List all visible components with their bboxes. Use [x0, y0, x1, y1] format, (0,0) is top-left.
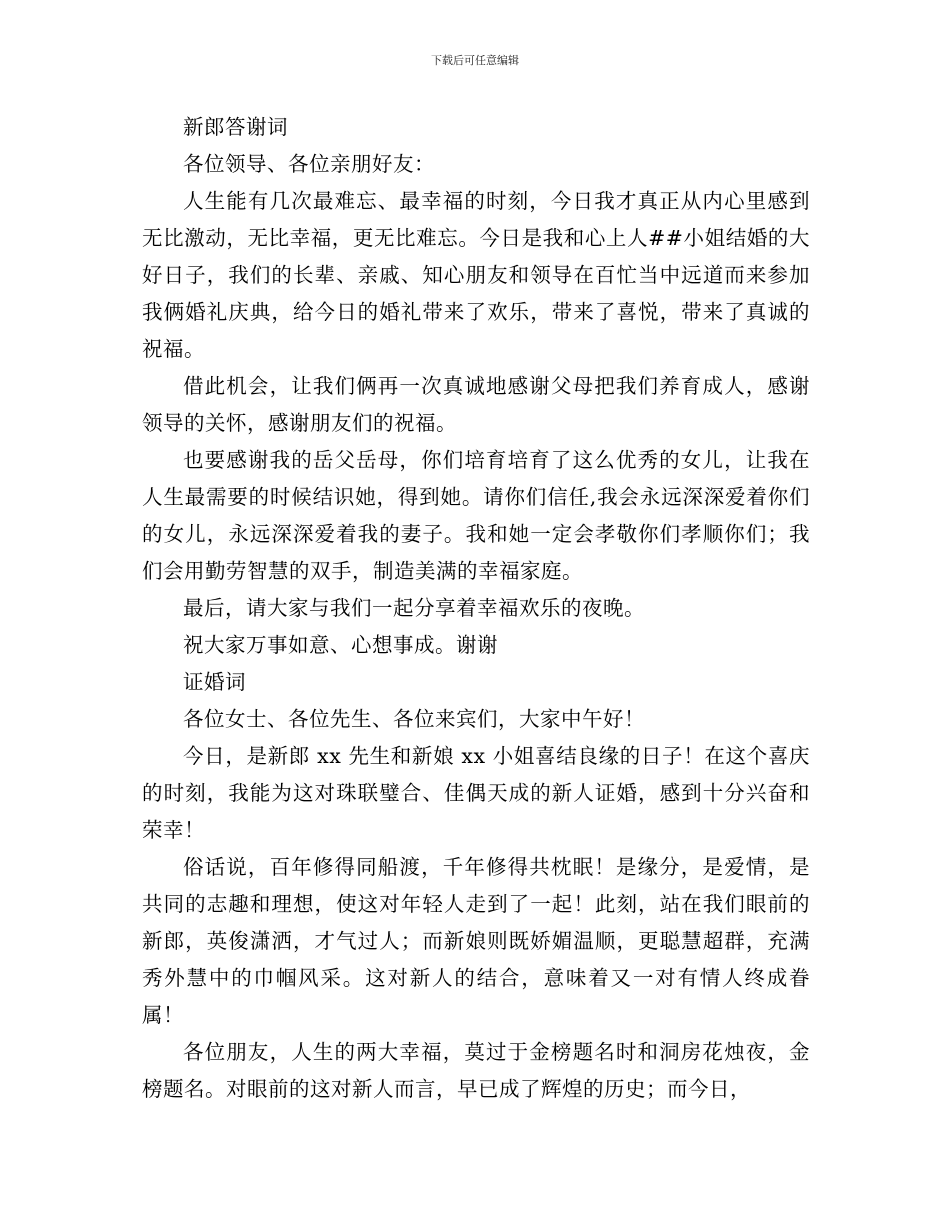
body-paragraph: 人生能有几次最难忘、最幸福的时刻，今日我才真正从内心里感到无比激动，无比幸福，更无比难忘。今日是我和心上人##小姐结婚的大好日子，我们的长辈、亲戚、知心朋友和领导在百忙当中远道而来参加我俩婚礼庆典，给今日的婚礼带来了欢乐，带来了喜悦，带来了真诚的祝福。	[142, 189, 810, 361]
body-paragraph: 最后，请大家与我们一起分享着幸福欢乐的夜晚。	[183, 596, 645, 620]
document-body	[142, 109, 810, 1108]
speech-title-groom-thanks: 新郎答谢词	[183, 115, 288, 139]
body-paragraph: 也要感谢我的岳父岳母，你们培育培育了这么优秀的女儿，让我在人生最需要的时候结识她，得到她。请你们信任,我会永远深深爱着你们的女儿，永远深深爱着我的妻子。我和她一定会孝敬你们孝顺你们；我们会用勤劳智慧的双手，制造美满的幸福家庭。	[142, 448, 810, 583]
speech-title-witness: 证婚词	[183, 670, 246, 694]
body-paragraph: 俗话说，百年修得同船渡，千年修得共枕眠！是缘分，是爱情，是共同的志趣和理想，使这对年轻人走到了一起！此刻，站在我们眼前的新郎，英俊潇洒，才气过人；而新娘则既娇媚温顺，更聪慧超群，充满秀外慧中的巾帼风采。这对新人的结合，意味着又一对有情人终成眷属！	[142, 855, 810, 1027]
body-paragraph: 今日，是新郎 xx 先生和新娘 xx 小姐喜结良缘的日子！在这个喜庆的时刻，我能为这对珠联璧合、佳偶天成的新人证婚，感到十分兴奋和荣幸！	[142, 744, 810, 842]
body-paragraph: 各位朋友，人生的两大幸福，莫过于金榜题名时和洞房花烛夜，金榜题名。对眼前的这对新人而言，早已成了辉煌的历史；而今日，	[142, 1040, 810, 1101]
salutation: 各位领导、各位亲朋好友：	[183, 152, 435, 176]
body-paragraph: 借此机会，让我们俩再一次真诚地感谢父母把我们养育成人，感谢领导的关怀，感谢朋友们的祝福。	[142, 374, 810, 435]
page-header: 下载后可任意编辑	[431, 54, 519, 67]
salutation: 各位女士、各位先生、各位来宾们，大家中午好！	[183, 707, 645, 731]
closing-line: 祝大家万事如意、心想事成。谢谢	[183, 633, 498, 657]
